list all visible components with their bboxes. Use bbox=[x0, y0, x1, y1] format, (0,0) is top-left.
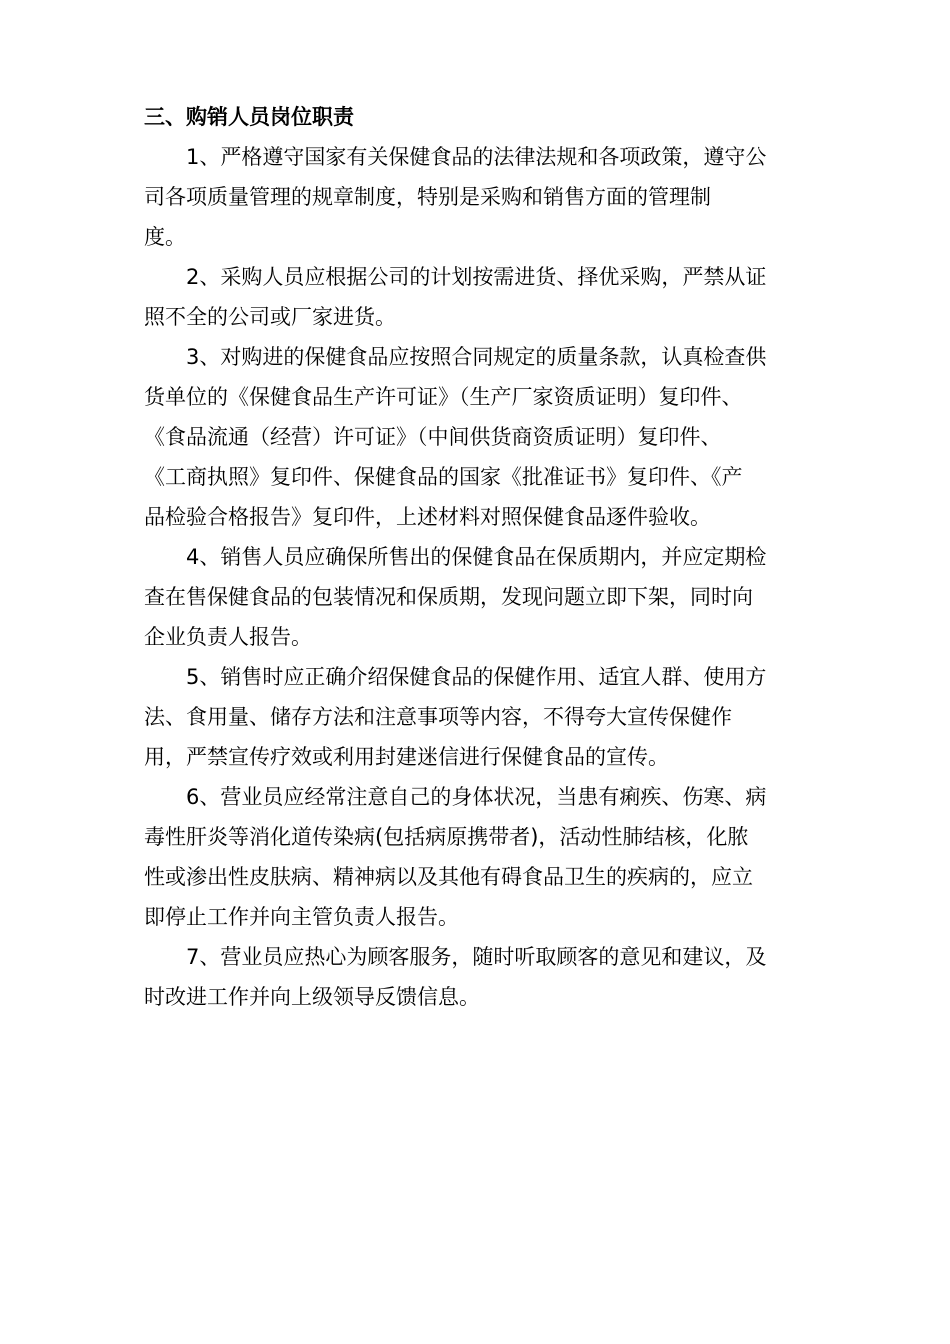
paragraph-line: 2、采购人员应根据公司的计划按需进货、择优采购，严禁从证 bbox=[186, 265, 767, 289]
paragraph-5 bbox=[144, 657, 800, 777]
paragraph-line: 《食品流通（经营）许可证》（中间供货商资质证明）复印件、 bbox=[144, 425, 722, 449]
paragraph-line: 司各项质量管理的规章制度，特别是采购和销售方面的管理制 bbox=[144, 185, 711, 209]
paragraph-6 bbox=[144, 777, 800, 937]
paragraph-4 bbox=[144, 537, 800, 657]
paragraph-7 bbox=[144, 937, 800, 1017]
paragraph-line: 货单位的《保健食品生产许可证》（生产厂家资质证明）复印件、 bbox=[144, 385, 743, 409]
paragraph-line: 《工商执照》复印件、保健食品的国家《批准证书》复印件、《产 bbox=[144, 465, 743, 489]
paragraph-line: 法、食用量、储存方法和注意事项等内容，不得夸大宣传保健作 bbox=[144, 705, 732, 729]
paragraph-3 bbox=[144, 337, 800, 537]
paragraph-1 bbox=[144, 137, 800, 257]
paragraph-line: 1、严格遵守国家有关保健食品的法律法规和各项政策，遵守公 bbox=[186, 145, 767, 169]
paragraph-line: 毒性肝炎等消化道传染病(包括病原携带者)，活动性肺结核，化脓 bbox=[144, 825, 749, 849]
paragraph-line: 3、对购进的保健食品应按照合同规定的质量条款，认真检查供 bbox=[186, 345, 767, 369]
paragraph-line: 即停止工作并向主管负责人报告。 bbox=[144, 905, 459, 929]
paragraph-line: 6、营业员应经常注意自己的身体状况，当患有痢疾、伤寒、病 bbox=[186, 785, 767, 809]
paragraph-line: 7、营业员应热心为顾客服务，随时听取顾客的意见和建议，及 bbox=[186, 945, 767, 969]
paragraph-line: 度。 bbox=[144, 225, 186, 249]
paragraph-line: 性或渗出性皮肤病、精神病以及其他有碍食品卫生的疾病的，应立 bbox=[144, 865, 753, 889]
paragraph-line: 品检验合格报告》复印件，上述材料对照保健食品逐件验收。 bbox=[144, 505, 711, 529]
paragraph-line: 4、销售人员应确保所售出的保健食品在保质期内，并应定期检 bbox=[186, 545, 767, 569]
paragraph-line: 时改进工作并向上级领导反馈信息。 bbox=[144, 985, 480, 1009]
paragraph-line: 用，严禁宣传疗效或利用封建迷信进行保健食品的宣传。 bbox=[144, 745, 669, 769]
paragraph-line: 5、销售时应正确介绍保健食品的保健作用、适宜人群、使用方 bbox=[186, 665, 767, 689]
paragraph-line: 查在售保健食品的包装情况和保质期，发现问题立即下架，同时向 bbox=[144, 585, 753, 609]
paragraph-line: 企业负责人报告。 bbox=[144, 625, 312, 649]
paragraph-2 bbox=[144, 257, 800, 337]
paragraph-line: 照不全的公司或厂家进货。 bbox=[144, 305, 396, 329]
section-heading: 三、购销人员岗位职责 bbox=[144, 105, 354, 129]
document-content bbox=[144, 97, 800, 1017]
